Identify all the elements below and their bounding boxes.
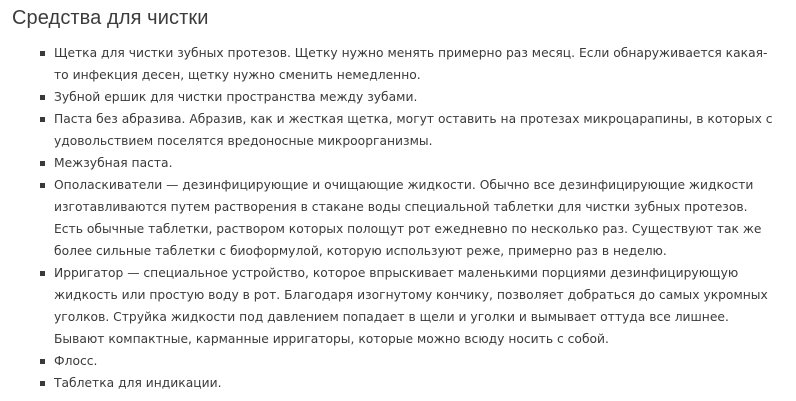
list-item [40, 42, 780, 86]
list-item [40, 108, 780, 152]
list-item-text: Ополаскиватели — дезинфицирующие и очищающие жидкости. Обычно все дезинфицирующие жидкости изготавливаются путем растворения в стакане воды специальной таблетки для чистки зубных протезов. Есть обычные таблетки, раствором которых полощут рот ежедневно по несколько раз. Существуют так же более сильные таблетки с биоформулой, которую используют реже, примерно раз в неделю. [54, 178, 762, 258]
bullet-icon [40, 95, 45, 100]
list-item-text: Паста без абразива. Абразив, как и жесткая щетка, могут оставить на протезах микроцарапины, в которых с удовольствием поселятся вредоносные микроорганизмы. [54, 112, 773, 148]
list-item-text: Флосс. [54, 354, 98, 368]
bullet-icon [40, 359, 45, 364]
list-item-text: Таблетка для индикации. [54, 376, 222, 390]
list-item-text: Зубной ершик для чистки пространства между зубами. [54, 90, 418, 104]
bullet-icon [40, 271, 45, 276]
list-item-text: Межзубная паста. [54, 156, 173, 170]
bullet-icon [40, 381, 45, 386]
list-item-text: Щетка для чистки зубных протезов. Щетку нужно менять примерно раз месяц. Если обнаруживается какая-то инфекция десен, щетку нужно сменить немедленно. [54, 46, 768, 82]
list-item [40, 174, 780, 262]
list-item [40, 86, 780, 108]
section-title: Средства для чистки [12, 7, 209, 29]
list-item [40, 152, 780, 174]
list-item [40, 372, 780, 394]
bullet-icon [40, 117, 45, 122]
list-item [40, 262, 780, 350]
cleaning-products-list [12, 42, 780, 394]
list-item [40, 350, 780, 372]
bullet-icon [40, 183, 45, 188]
bullet-icon [40, 51, 45, 56]
list-item-text: Ирригатор — специальное устройство, которое впрыскивает маленькими порциями дезинфицирующую жидкость или простую воду в рот. Благодаря изогнутому кончику, позволяет добраться до самых укромных уголков. Струйка жидкости под давлением попадает в щели и уголки и вымывает оттуда все лишнее. Бывают компактные, карманные ирригаторы, которые можно всюду носить с собой. [54, 266, 768, 346]
bullet-icon [40, 161, 45, 166]
